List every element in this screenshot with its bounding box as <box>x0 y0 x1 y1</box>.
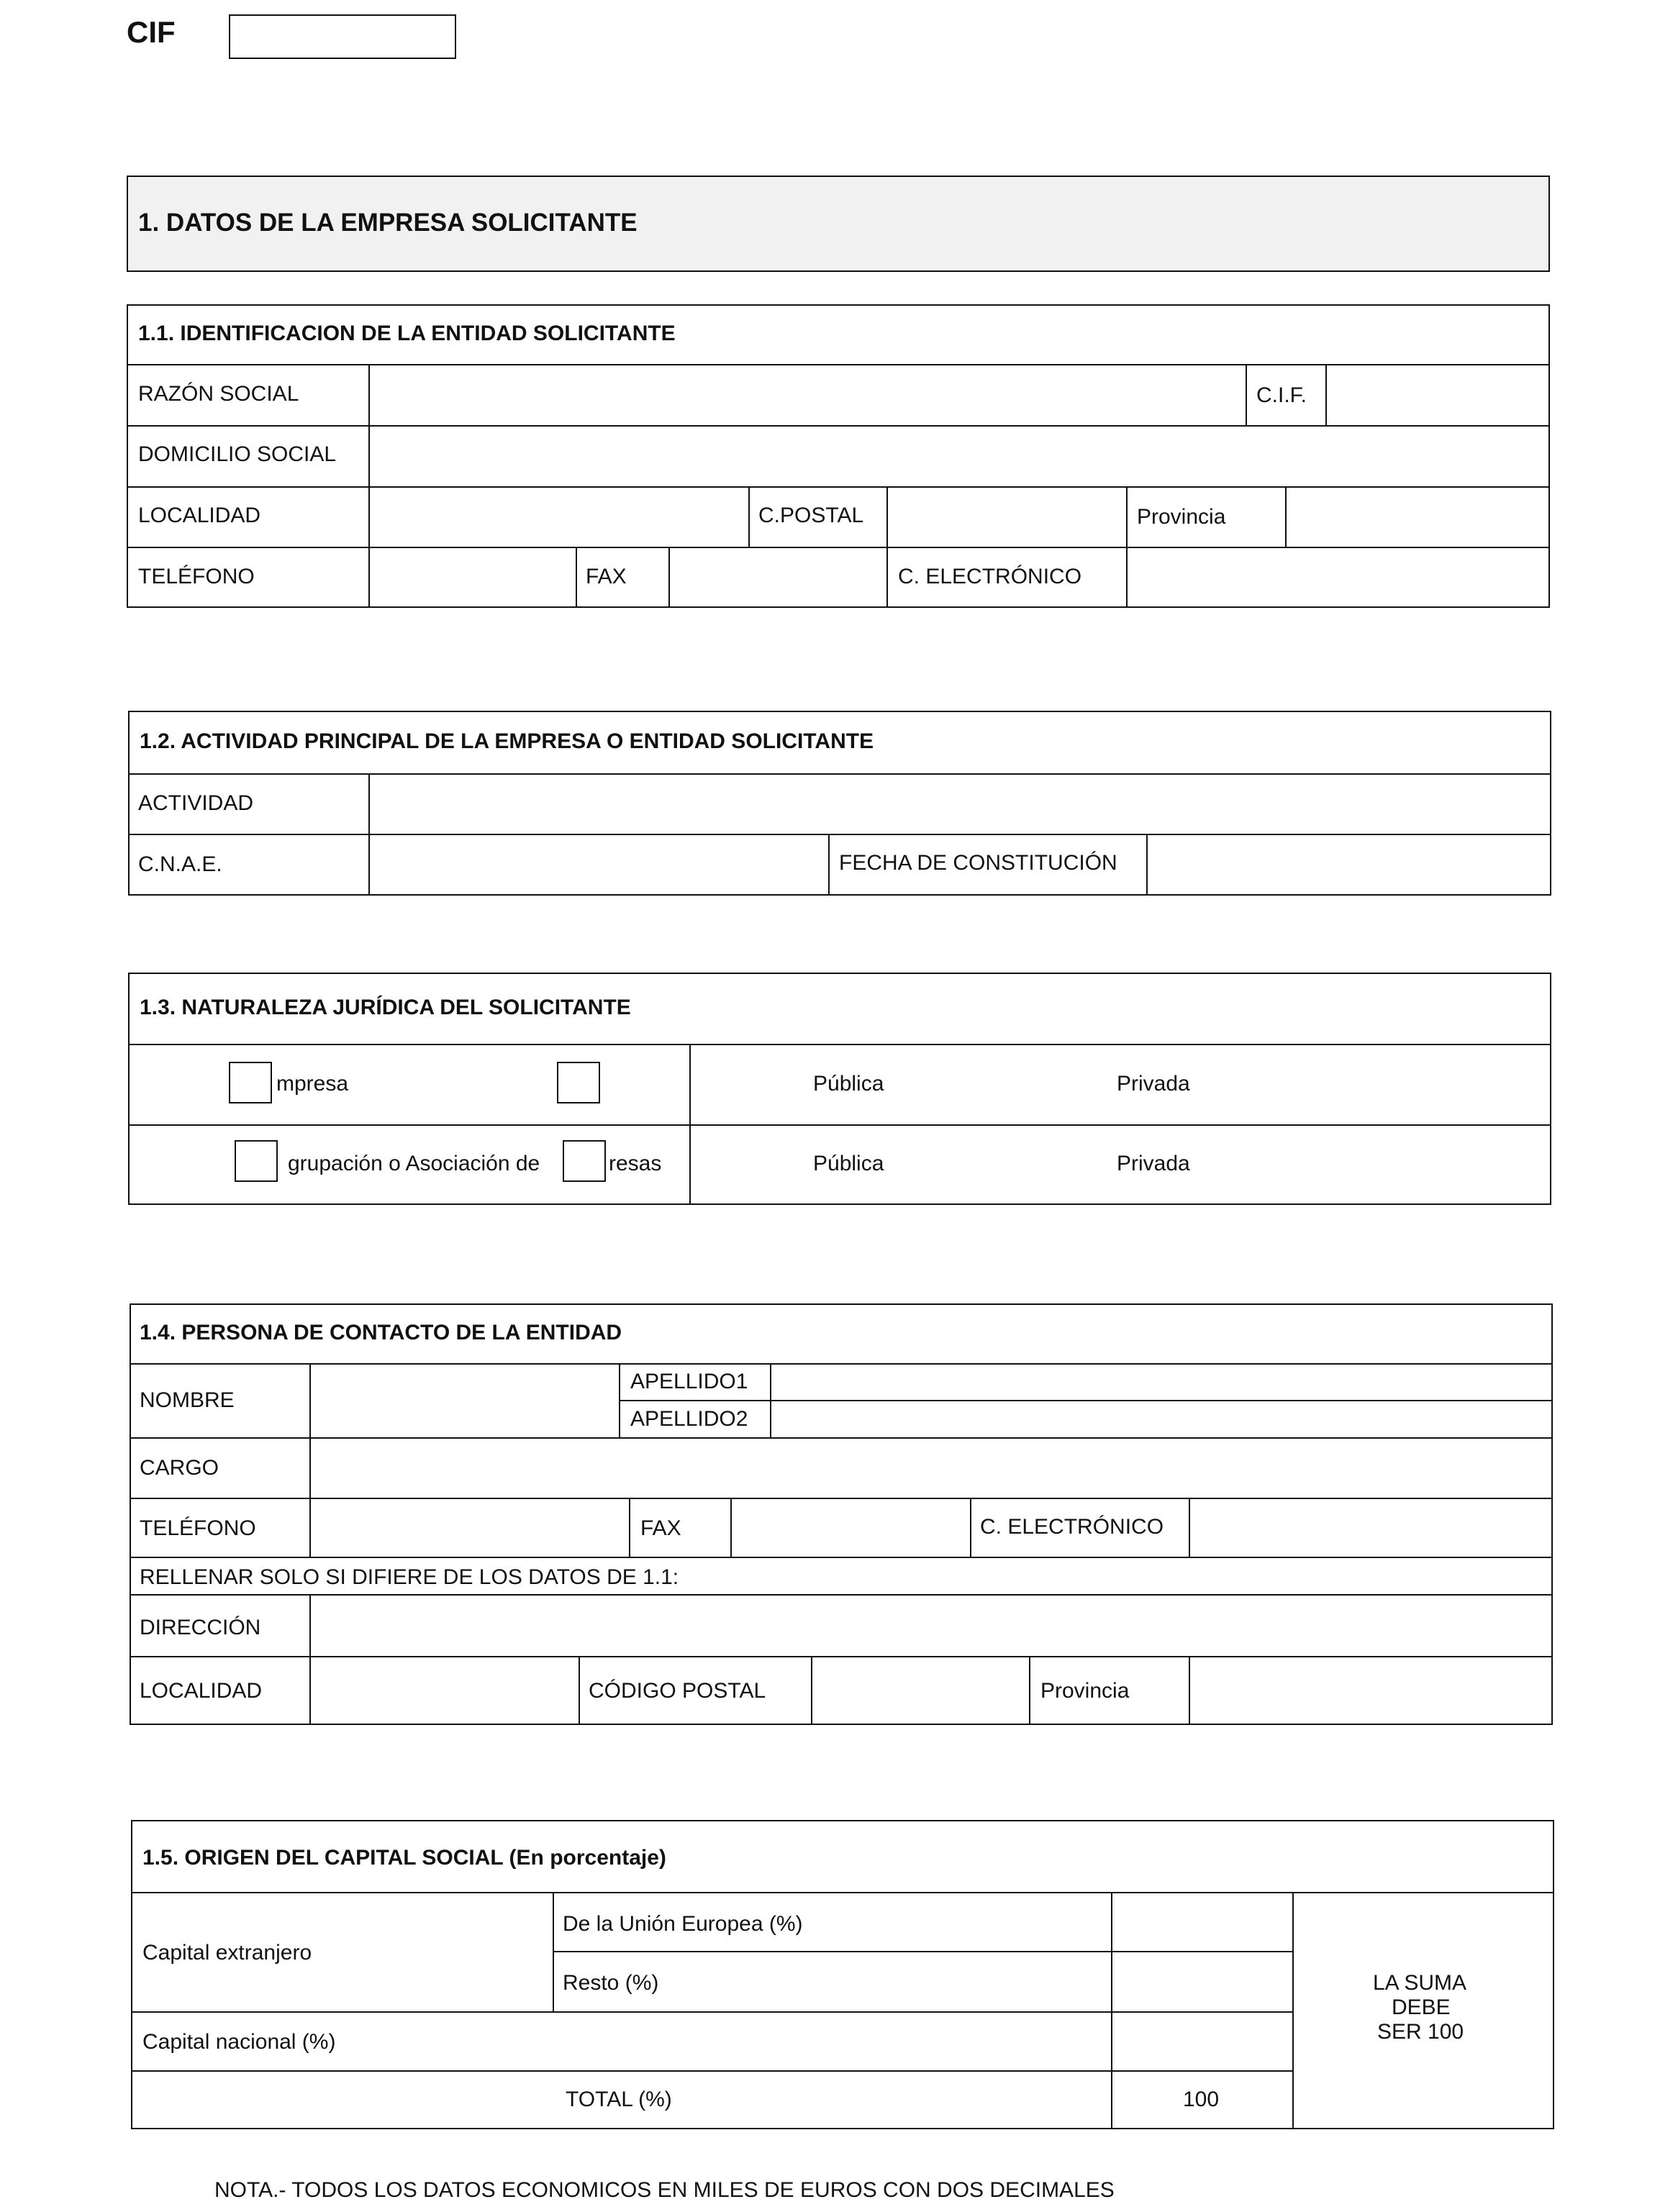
provincia-label: Provincia <box>1137 505 1226 529</box>
sum-note-line3: SER 100 <box>1377 2020 1464 2044</box>
actividad-field[interactable] <box>370 775 1551 834</box>
agrupacion-privada-label: Privada <box>1117 1152 1190 1175</box>
section-1-5-header: 1.5. ORIGEN DEL CAPITAL SOCIAL (En porcentaje) <box>142 1846 666 1870</box>
empresa-checkbox[interactable] <box>229 1062 272 1103</box>
section-1-3-header: 1.3. NATURALEZA JURÍDICA DEL SOLICITANTE <box>140 996 631 1019</box>
agrupacion-publica-label: Pública <box>813 1152 884 1175</box>
contact-telefono-field[interactable] <box>311 1499 629 1557</box>
cargo-field[interactable] <box>311 1439 1553 1498</box>
apellido1-label: APELLIDO1 <box>630 1370 748 1393</box>
nota-footer: NOTA.- TODOS LOS DATOS ECONOMICOS EN MILES DE EUROS CON DOS DECIMALES <box>214 2178 1115 2202</box>
sum-note-line2: DEBE <box>1392 1995 1451 2019</box>
localidad-label: LOCALIDAD <box>138 504 261 527</box>
agrupacion-label: grupación o Asociación de <box>288 1152 540 1175</box>
contact-localidad-field[interactable] <box>311 1657 579 1725</box>
agrupacion-option-checkbox[interactable] <box>563 1140 606 1182</box>
fecha-constitucion-field[interactable] <box>1148 835 1551 896</box>
codigo-postal-label: CÓDIGO POSTAL <box>589 1679 766 1703</box>
agrupacion-checkbox[interactable] <box>235 1140 278 1182</box>
contact-email-label: C. ELECTRÓNICO <box>980 1515 1164 1539</box>
total-value: 100 <box>1183 2088 1220 2111</box>
fax-label: FAX <box>586 565 627 588</box>
empresa-option-checkbox[interactable] <box>557 1062 600 1103</box>
domicilio-social-field[interactable] <box>370 427 1550 486</box>
contact-telefono-label: TELÉFONO <box>140 1516 256 1540</box>
razon-social-label: RAZÓN SOCIAL <box>138 382 299 406</box>
provincia-field[interactable] <box>1287 488 1550 547</box>
direccion-label: DIRECCIÓN <box>140 1616 261 1639</box>
codigo-postal-field[interactable] <box>812 1657 1029 1725</box>
rellenar-note: RELLENAR SOLO SI DIFIERE DE LOS DATOS DE 1.1: <box>140 1565 679 1589</box>
capital-nacional-label: Capital nacional (%) <box>142 2030 336 2054</box>
direccion-field[interactable] <box>311 1596 1553 1656</box>
cif-input[interactable] <box>229 14 456 59</box>
actividad-label: ACTIVIDAD <box>138 791 254 815</box>
total-label: TOTAL (%) <box>566 2088 672 2111</box>
email-label: C. ELECTRÓNICO <box>898 565 1082 588</box>
section-1-1-header: 1.1. IDENTIFICACION DE LA ENTIDAD SOLICITANTE <box>138 322 676 345</box>
empresa-privada-label: Privada <box>1117 1072 1190 1096</box>
sum-note-line1: LA SUMA <box>1373 1971 1467 1995</box>
fecha-constitucion-label: FECHA DE CONSTITUCIÓN <box>839 851 1117 875</box>
contact-email-field[interactable] <box>1190 1499 1553 1557</box>
nombre-field[interactable] <box>311 1365 619 1437</box>
domicilio-social-label: DOMICILIO SOCIAL <box>138 442 337 466</box>
union-europea-label: De la Unión Europea (%) <box>563 1912 803 1936</box>
empresa-label: mpresa <box>276 1072 349 1096</box>
union-europea-field[interactable] <box>1112 1893 1292 1951</box>
agrupacion-label-end: resas <box>609 1152 662 1175</box>
nombre-label: NOMBRE <box>140 1388 235 1412</box>
empresa-publica-label: Pública <box>813 1072 884 1096</box>
cargo-label: CARGO <box>140 1456 219 1480</box>
telefono-field[interactable] <box>370 548 576 608</box>
cnae-field[interactable] <box>370 835 828 896</box>
cif-field-label: C.I.F. <box>1256 383 1307 407</box>
resto-field[interactable] <box>1112 1952 1292 2011</box>
contact-localidad-label: LOCALIDAD <box>140 1679 263 1703</box>
telefono-label: TELÉFONO <box>138 565 255 588</box>
apellido2-label: APELLIDO2 <box>630 1407 748 1431</box>
contact-fax-label: FAX <box>640 1516 681 1540</box>
capital-extranjero-label: Capital extranjero <box>142 1941 312 1965</box>
localidad-field[interactable] <box>370 488 748 547</box>
section-1-2-header: 1.2. ACTIVIDAD PRINCIPAL DE LA EMPRESA O ENTIDAD SOLICITANTE <box>140 729 874 753</box>
resto-label: Resto (%) <box>563 1971 659 1995</box>
apellido1-field[interactable] <box>771 1365 1553 1400</box>
section-1-4-header: 1.4. PERSONA DE CONTACTO DE LA ENTIDAD <box>140 1321 622 1344</box>
cif-label: CIF <box>127 15 176 49</box>
fax-field[interactable] <box>670 548 886 608</box>
contact-fax-field[interactable] <box>732 1499 970 1557</box>
apellido2-field[interactable] <box>771 1401 1553 1437</box>
cpostal-field[interactable] <box>888 488 1126 547</box>
contact-provincia-label: Provincia <box>1040 1679 1130 1703</box>
contact-provincia-field[interactable] <box>1190 1657 1553 1725</box>
cnae-label: C.N.A.E. <box>138 852 222 876</box>
cif-field[interactable] <box>1327 365 1550 425</box>
razon-social-field[interactable] <box>370 365 1246 425</box>
cpostal-label: C.POSTAL <box>758 504 864 527</box>
section-1-title: 1. DATOS DE LA EMPRESA SOLICITANTE <box>138 209 638 237</box>
capital-nacional-field[interactable] <box>1112 2013 1292 2070</box>
email-field[interactable] <box>1128 548 1550 608</box>
